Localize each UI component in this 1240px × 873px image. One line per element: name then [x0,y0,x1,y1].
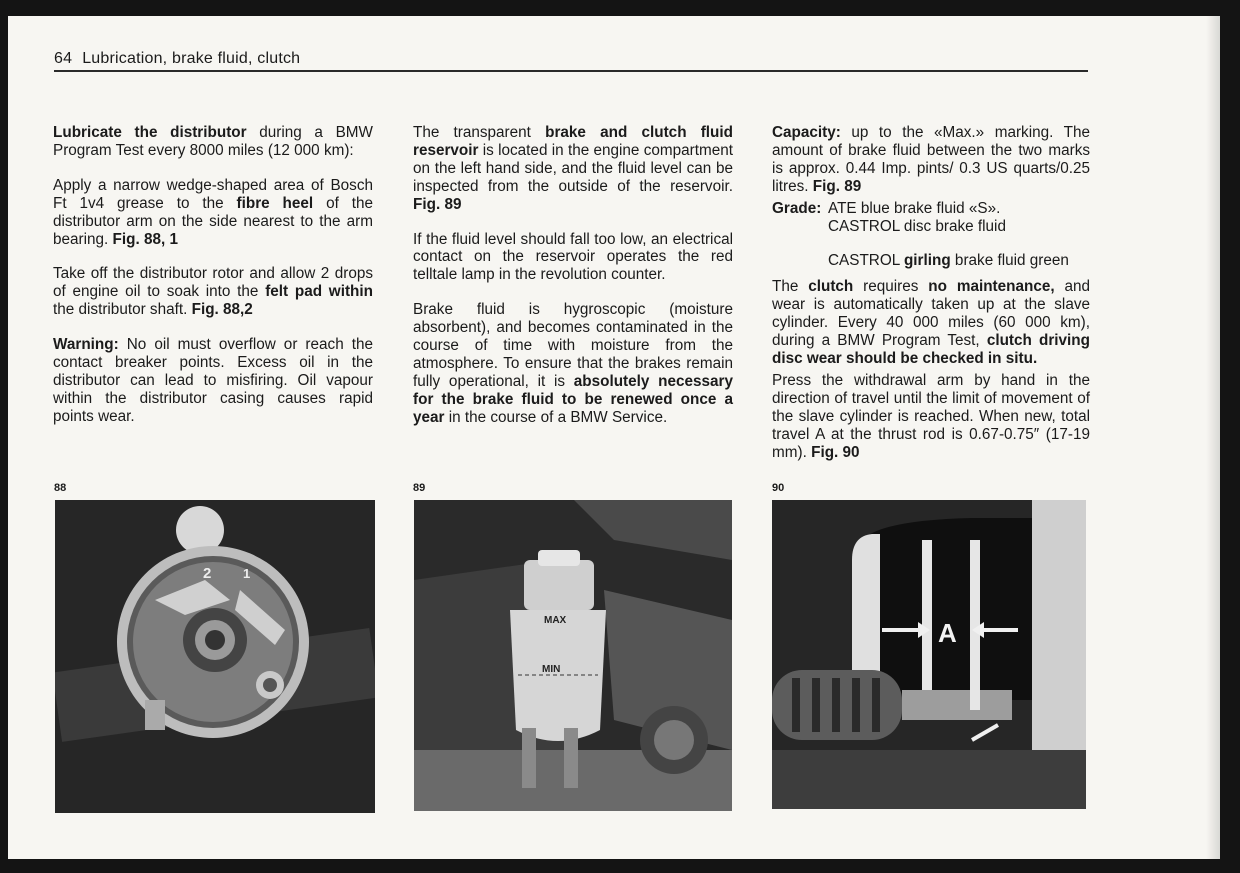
body-text: is located in the engine compartment on the left hand side, and the fluid level can be inspected from the outside of the reservoir. [413,141,733,195]
bold-text: brake and clutch fluid reservoir [413,124,733,159]
grade-line [772,200,1090,218]
column-1 [53,124,373,443]
body-text: Apply a narrow wedge-shaped area of Bosch Ft 1v4 grease to the [53,176,373,212]
withdrawal-arm-paragraph [772,372,1090,462]
body-text: the distributor shaft. [53,301,192,319]
column-2 [413,124,733,444]
warning-label: Warning: [53,336,119,354]
distributor-illustration [55,500,375,813]
reservoir-paragraph [413,124,733,214]
body-text: of the distributor arm on the side nearest to the arm bearing. [53,194,373,248]
body-text: Press the withdrawal arm by hand in the direction of travel until the limit of movement of the slave cylinder is reached. When new, total travel A at the thrust rod is 0.67-0.75″ (17-19 mm). [772,371,1090,461]
figure-reference: Fig. 90 [811,443,860,461]
hygroscopic-paragraph [413,301,733,426]
body-text: The transparent [413,124,546,141]
body-text: up to the «Max.» marking. The amount of brake fluid between the two marks is approx. 0.44 Imp. pints/ 0.3 US quarts/0.25 litres. [772,124,1090,195]
body-text: Take off the distributor rotor and allow 2 drops of engine oil to soak into the [53,265,373,301]
grade-item: CASTROL disc brake fluid [828,217,1006,235]
reservoir-illustration [414,500,732,811]
grade-item: CASTROL [828,252,904,270]
label-1: 1 [243,566,251,581]
body-text: If the fluid level should fall too low, an electrical contact on the reservoir operates the red telltale lamp in the revolution counter. [413,230,733,284]
min-label: MIN [542,664,561,675]
page-header [54,50,300,68]
warning-paragraph [53,336,373,426]
bold-text: clutch [808,278,854,296]
bold-text: no maintenance, [928,278,1055,296]
figure-reference: Fig. 89 [812,177,862,195]
bold-text: felt pad within [265,283,373,301]
distributor-lubrication-paragraph [53,124,373,160]
column-3 [772,124,1090,478]
bold-text: Lubricate the distributor [53,124,247,141]
figure-reference: Fig. 89 [413,195,462,213]
grade-item: ATE blue brake fluid «S». [828,199,1001,217]
page-edge-shadow [1206,16,1220,859]
clutch-illustration [772,500,1086,809]
body-text: No oil must overflow or reach the contact breaker points. Excess oil in the distributor can lead to misfiring. Oil vapour within the distributor casing causes rapid points wear. [53,336,373,425]
grade-item-3 [772,252,1090,270]
fluid-level-paragraph [413,231,733,285]
body-text: during a BMW Program Test every 8000 miles (12 000 km): [53,124,373,159]
figure-reference: Fig. 88, 1 [112,230,178,248]
page-number: 64 [54,50,73,67]
bold-text: girling [903,252,951,270]
page-title: Lubrication, brake fluid, clutch [82,50,301,67]
clutch-paragraph [772,278,1090,368]
label-2: 2 [203,565,212,582]
felt-pad-paragraph [53,265,373,319]
figure-number-90: 90 [772,482,785,494]
travel-a-label: A [938,618,957,648]
grade-item: brake fluid green [950,252,1069,270]
body-text: Brake fluid is hygroscopic (moisture absorbent), and becomes contaminated in the course of time with moisture from the atmosphere. To ensure that the brakes remain fully operational, it is [413,301,733,390]
figure-89-reservoir-photo [414,500,732,811]
figure-90-clutch-photo [772,500,1086,809]
body-text: requires [853,278,929,296]
book-page [8,16,1220,859]
bold-text: Capacity: [772,124,841,141]
bold-text: clutch driving disc wear should be checked in situ. [772,332,1090,367]
figure-number-89: 89 [413,482,426,494]
figure-reference: Fig. 88,2 [191,301,253,319]
fibre-heel-paragraph [53,177,373,249]
body-text: The [772,278,809,296]
header-rule [54,70,1088,72]
figure-number-88: 88 [54,482,67,494]
max-label: MAX [544,615,567,626]
body-text: and wear is automatically taken up at the slave cylinder. Every 40 000 miles (60 000 km), during a BMW Program Test, [772,278,1091,350]
bold-text: fibre heel [236,194,314,212]
grade-label: Grade: [772,199,822,217]
bold-text: absolutely necessary for the brake fluid to be renewed once a year [413,372,733,426]
body-text: in the course of a BMW Service. [444,408,668,426]
capacity-paragraph [772,124,1090,196]
grade-item-2 [772,218,1090,236]
figure-88-distributor-photo [55,500,375,813]
